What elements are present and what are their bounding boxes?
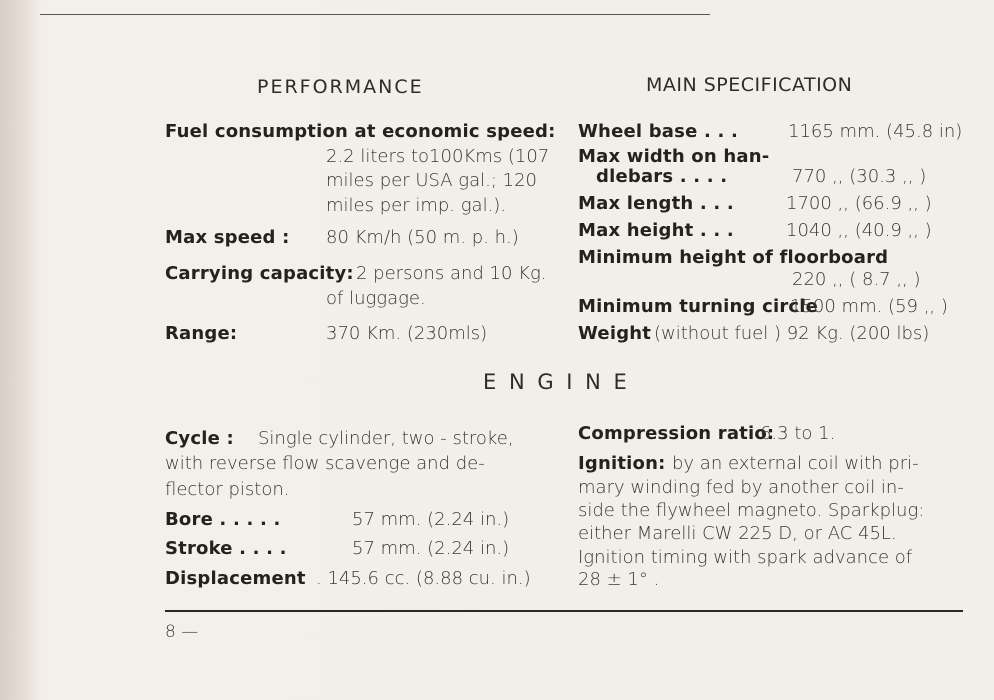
- weight-label: Weight: [578, 323, 652, 344]
- cycle-text-3: flector piston.: [165, 479, 290, 500]
- weight-value: (without fuel ) 92 Kg. (200 lbs): [654, 323, 930, 344]
- ignition-text-2: mary winding fed by another coil in-: [578, 477, 904, 498]
- stroke-label: Stroke . . . .: [165, 538, 287, 559]
- carrying-capacity-value-2: of luggage.: [326, 288, 426, 309]
- compression-ratio-value: 6.3 to 1.: [760, 423, 836, 444]
- max-speed-value: 80 Km/h (50 m. p. h.): [326, 227, 519, 248]
- cycle-label: Cycle :: [165, 428, 234, 449]
- fuel-consumption-value-3: miles per imp. gal.).: [326, 195, 507, 216]
- cycle-text-1: Single cylinder, two - stroke,: [258, 428, 514, 449]
- max-width-label-2: dlebars . . . .: [596, 166, 728, 187]
- floorboard-height-label: Minimum height of floorboard: [578, 247, 889, 268]
- stroke-value: 57 mm. (2.24 in.): [352, 538, 510, 559]
- bore-value: 57 mm. (2.24 in.): [352, 509, 510, 530]
- ignition-text-4: either Marelli CW 225 D, or AC 45L.: [578, 523, 897, 544]
- main-specification-heading: MAIN SPECIFICATION: [646, 74, 853, 96]
- wheel-base-label: Wheel base . . .: [578, 121, 738, 142]
- range-label: Range:: [165, 323, 238, 344]
- ignition-text-1: by an external coil with pri-: [672, 453, 919, 474]
- bore-label: Bore . . . . .: [165, 509, 281, 530]
- fuel-consumption-value-1: 2.2 liters to100Kms (107: [326, 146, 550, 167]
- max-height-value: 1040 ,, (40.9 ,, ): [786, 220, 932, 241]
- ignition-text-3: side the flywheel magneto. Sparkplug:: [578, 500, 925, 521]
- bottom-rule: [165, 610, 963, 612]
- displacement-value: . 145.6 cc. (8.88 cu. in.): [316, 568, 531, 589]
- fuel-consumption-label: Fuel consumption at economic speed:: [165, 121, 556, 142]
- max-speed-label: Max speed :: [165, 227, 290, 248]
- page-spine-shadow: [0, 0, 38, 700]
- max-width-value: 770 ,, (30.3 ,, ): [792, 166, 927, 187]
- floorboard-height-value: 220 ,, ( 8.7 ,, ): [792, 269, 921, 290]
- ignition-text-6: 28 ± 1° .: [578, 569, 660, 590]
- range-value: 370 Km. (230mls): [326, 323, 488, 344]
- compression-ratio-label: Compression ratio:: [578, 423, 775, 444]
- ignition-label: Ignition:: [578, 453, 666, 474]
- engine-heading: E N G I N E: [483, 370, 630, 394]
- max-height-label: Max height . . .: [578, 220, 734, 241]
- displacement-label: Displacement: [165, 568, 306, 589]
- carrying-capacity-label: Carrying capacity:: [165, 263, 354, 284]
- turning-circle-value: 1500 mm. (59 ,, ): [790, 296, 948, 317]
- carrying-capacity-value-1: 2 persons and 10 Kg.: [356, 263, 547, 284]
- turning-circle-label: Minimum turning circle: [578, 296, 819, 317]
- top-rule: [40, 14, 710, 15]
- max-width-label-1: Max width on han-: [578, 146, 770, 167]
- max-length-label: Max length . . .: [578, 193, 734, 214]
- max-length-value: 1700 ,, (66.9 ,, ): [786, 193, 932, 214]
- ignition-text-5: Ignition timing with spark advance of: [578, 547, 913, 568]
- page-number: 8 —: [165, 622, 199, 642]
- cycle-text-2: with reverse flow scavenge and de-: [165, 453, 485, 474]
- performance-heading: PERFORMANCE: [257, 76, 424, 98]
- wheel-base-value: 1165 mm. (45.8 in): [788, 121, 963, 142]
- fuel-consumption-value-2: miles per USA gal.; 120: [326, 170, 537, 191]
